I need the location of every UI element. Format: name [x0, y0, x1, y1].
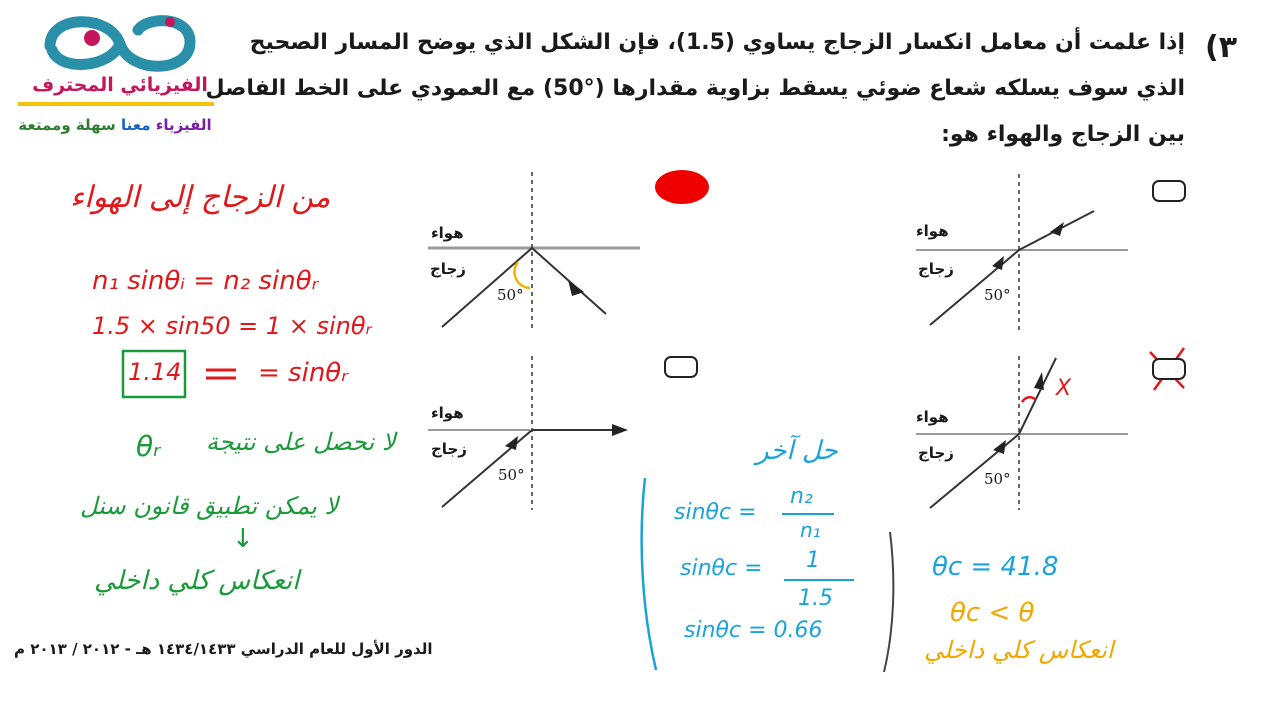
- blue-eq2-numerator: 1: [806, 548, 820, 573]
- option-d-checkbox[interactable]: [1152, 358, 1186, 380]
- question-line-3: بين الزجاج والهواء هو:: [941, 122, 1185, 147]
- blue-eq2-denominator: 1.5: [798, 586, 833, 611]
- diagram-d: [916, 356, 1128, 510]
- green-theta-r: θᵣ: [136, 430, 161, 463]
- diagram-c: [428, 356, 628, 510]
- question-number: ٣): [1205, 30, 1238, 65]
- option-c-checkbox[interactable]: [664, 356, 698, 378]
- blue-eq1-lhs: sinθc =: [674, 500, 757, 525]
- green-note-total-internal-reflection: انعكاس كلي داخلي: [94, 566, 300, 596]
- diagram-d-angle-label: 50°: [984, 470, 1011, 488]
- logo-slogan-word3: سهلة وممتعة: [18, 116, 116, 134]
- blue-bracket-left: [642, 478, 656, 670]
- diagram-c-angle-label: 50°: [498, 466, 525, 484]
- diagram-a: [428, 172, 640, 330]
- logo-slogan-word2: معنا: [120, 116, 151, 134]
- diagram-c-air-label: هواء: [431, 404, 464, 422]
- diagram-c-glass-label: زجاج: [431, 440, 467, 458]
- blue-eq3: sinθc = 0.66: [684, 618, 823, 643]
- diagram-a-angle-label: 50°: [497, 286, 524, 304]
- green-down-arrow-icon: ↓: [232, 524, 254, 554]
- diagram-b-glass-label: زجاج: [918, 260, 954, 278]
- green-note-no-result: لا نحصل على نتيجة: [206, 428, 396, 456]
- blue-eq1-denominator: n₁: [800, 518, 821, 542]
- logo-name: الفيزيائي المحترف: [32, 74, 208, 96]
- question-line-1: إذا علمت أن معامل انكسار الزجاج يساوي (1.5)، فإن الشكل الذي يوضح المسار الصحيح: [249, 30, 1185, 55]
- diagram-d-air-label: هواء: [916, 408, 949, 426]
- logo-slogan-word1: الفيزياء: [155, 116, 212, 134]
- diagram-b-air-label: هواء: [916, 222, 949, 240]
- handwritten-title-glass-to-air: من الزجاج إلى الهواء: [70, 180, 331, 215]
- blue-eq2-lhs: sinθc =: [680, 556, 763, 581]
- option-b-checkbox[interactable]: [1152, 180, 1186, 202]
- diagram-b-angle-label: 50°: [984, 286, 1011, 304]
- blue-title-another-solution: حل آخر: [756, 436, 838, 466]
- exam-session-footer: الدور الأول للعام الدراسي ١٤٣٤/١٤٣٣ هـ - ٢٠١٢ / ٢٠١٣ م: [14, 640, 433, 658]
- sine-result-value: 1.14: [128, 358, 182, 386]
- green-note-snell-not-applicable: لا يمكن تطبيق قانون سنل: [80, 492, 339, 520]
- question-line-2: الذي سوف يسلكه شعاع ضوئي يسقط بزاوية مقدارها (°50) مع العمودي على الخط الفاصل: [205, 76, 1185, 101]
- diagram-a-air-label: هواء: [431, 224, 464, 242]
- divider-bracket-right: [884, 532, 893, 672]
- gold-note-total-internal-reflection: انعكاس كلي داخلي: [924, 636, 1114, 664]
- diagram-d-glass-label: زجاج: [918, 444, 954, 462]
- diagram-a-glass-label: زجاج: [430, 260, 466, 278]
- sine-result-rhs: = sinθᵣ: [258, 358, 348, 388]
- diagram-b: [916, 174, 1128, 330]
- red-x-mark: X: [1056, 376, 1072, 401]
- blue-critical-angle-result: θc = 41.8: [932, 552, 1059, 582]
- option-a-selected-indicator[interactable]: [655, 170, 709, 204]
- snell-law-equation: n₁ sinθᵢ = n₂ sinθᵣ: [92, 266, 319, 296]
- gold-angle-comparison: θc < θ: [950, 598, 1035, 628]
- snell-substitution-equation: 1.5 × sin50 = 1 × sinθᵣ: [92, 312, 372, 340]
- blue-eq1-numerator: n₂: [790, 484, 813, 509]
